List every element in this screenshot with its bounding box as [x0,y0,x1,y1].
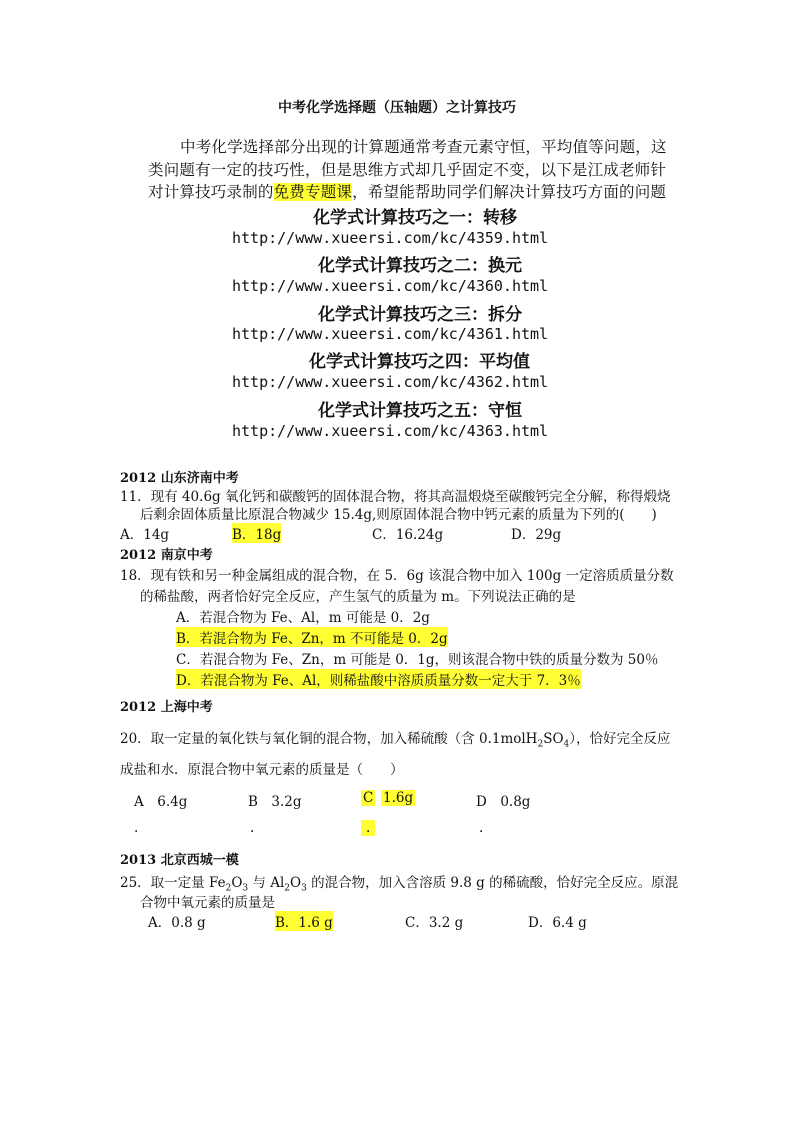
technique-3-link[interactable]: http://www.xueersi.com/kc/4361.html [232,325,549,343]
section-heading-q18: 2012 南京中考 [120,548,213,563]
q11-stem-line-1: 11．现有 40.6g 氧化钙和碳酸钙的固体混合物，将其高温煅烧至碳酸钙完全分解，称得煅烧 [120,489,671,505]
q11-option-a: A．14g [120,527,170,543]
q25-stem-line-1: 25．取一定量 $Fe_2O_3$ 与 $Al_2O_3$ 的混合物，加入含溶质 9.8 g 的稀硫酸，恰好完全反应。原混 [120,875,679,894]
q18-stem-line-1: 18．现有铁和另一种金属组成的混合物，在 5．6g 该混合物中加入 100g 一定溶质质量分数 [120,568,674,584]
technique-4-title: 化学式计算技巧之四：平均值 [309,352,530,372]
q11-option-c: C．16.24g [372,527,444,543]
q20-option-b: B 3.2g [248,794,302,810]
q11-option-d: D．29g [511,527,562,543]
intro-line-1: 中考化学选择部分出现的计算题通常考查元素守恒，平均值等问题，这 [180,138,667,156]
q11-stem-line-2: 后剩余固体质量比原混合物减少 15.4g,则原固体混合物中钙元素的质量为下列的( ) [140,507,657,523]
section-heading-q11: 2012 山东济南中考 [120,471,239,486]
q25-option-d: D．6.4 g [528,915,587,931]
intro-line-2: 类问题有一定的技巧性，但是思维方式却几乎固定不变，以下是江成老师针 [148,160,667,179]
q25-stem-line-2: 合物中氧元素的质量是 [140,895,275,911]
q25-option-b-answer: B．1.6 g [275,911,333,931]
page-title: 中考化学选择题（压轴题）之计算技巧 [278,100,516,116]
q20-dot-a: . [134,820,139,836]
q20-option-d: D 0.8g [476,794,531,810]
q20-dot-d: . [479,820,484,836]
intro-line-3: 对计算技巧录制的免费专题课，希望能帮助同学们解决计算技巧方面的问题 [148,183,667,201]
q20-option-c-letter: C [363,790,374,806]
q25-option-a: A．0.8 g [148,915,206,931]
technique-1-link[interactable]: http://www.xueersi.com/kc/4359.html [232,229,549,247]
q18-stem-line-2: 的稀盐酸，两者恰好完全反应，产生氢气的质量为 m。下列说法正确的是 [140,589,576,605]
q20-dot-c: . [361,820,375,836]
section-heading-q20: 2012 上海中考 [120,700,213,715]
technique-2-title: 化学式计算技巧之二：换元 [318,256,522,276]
technique-5-title: 化学式计算技巧之五：守恒 [318,401,522,421]
q18-option-c: C．若混合物为 Fe、Zn，m 可能是 0．1g，则该混合物中铁的质量分数为 50％ [176,652,659,668]
q20-option-c-answer: 1.6g [383,790,414,806]
q20-stem-line-2: 成盐和水．原混合物中氧元素的质量是（ ） [120,762,404,778]
q18-option-a: A．若混合物为 Fe、Al，m 可能是 0．2g [176,610,430,626]
q25-option-c: C．3.2 g [405,915,464,931]
technique-2-link[interactable]: http://www.xueersi.com/kc/4360.html [232,277,549,295]
q20-stem-line-1: 20．取一定量的氧化铁与氧化铜的混合物，加入稀硫酸（含 $0.1molH_2SO_4$），恰好完全反应 [120,731,671,750]
q18-option-d-answer: D．若混合物为 Fe、Al，则稀盐酸中溶质质量分数一定大于 7．3％ [176,669,581,689]
q18-option-b-highlight: B．若混合物为 Fe、Zn，m 不可能是 0．2g [176,627,448,647]
q11-option-b-answer: B．18g [232,523,281,543]
technique-5-link[interactable]: http://www.xueersi.com/kc/4363.html [232,422,549,440]
technique-4-link[interactable]: http://www.xueersi.com/kc/4362.html [232,373,549,391]
q20-dot-b: . [250,820,255,836]
technique-3-title: 化学式计算技巧之三：拆分 [318,305,522,325]
intro-paragraph [148,136,673,204]
q20-option-a: A 6.4g [134,794,188,810]
section-heading-q25: 2013 北京西城一模 [120,853,239,868]
free-course-highlight: 免费专题课 [273,183,353,201]
technique-1-title: 化学式计算技巧之一：转移 [313,208,517,228]
